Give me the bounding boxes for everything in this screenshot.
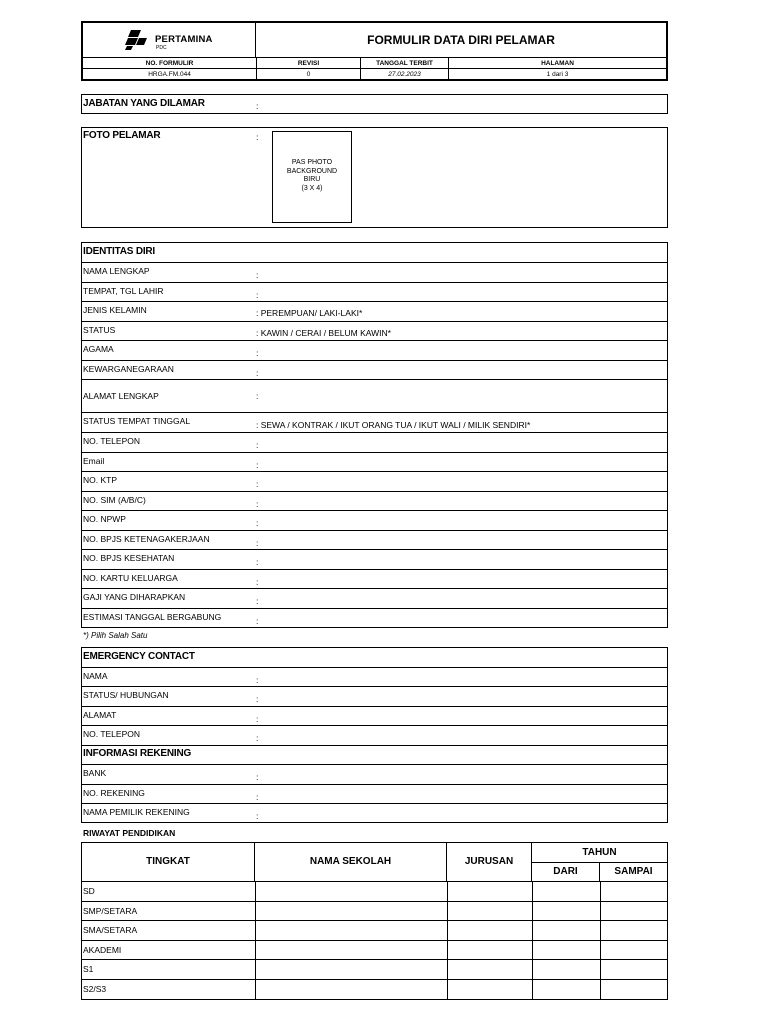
col-sampai: SAMPAI — [600, 863, 667, 882]
field-label: TEMPAT, TGL LAHIR — [83, 286, 164, 296]
field-value: : — [256, 714, 259, 724]
field-value: : — [256, 538, 259, 548]
field-value: : — [256, 348, 259, 358]
emergency-heading: EMERGENCY CONTACT — [83, 651, 195, 662]
rekening-row-no[interactable] — [82, 785, 667, 804]
identitas-row-bpjs-kes[interactable] — [82, 550, 667, 570]
header-val-halaman: 1 dari 3 — [448, 69, 666, 80]
photo-line: BIRU — [303, 176, 321, 183]
field-label: NO. BPJS KESEHATAN — [83, 553, 175, 563]
identitas-row-kewarganegaraan[interactable] — [82, 361, 667, 380]
identitas-row-estimasi[interactable] — [82, 609, 667, 628]
pendidikan-table — [81, 842, 668, 1000]
header-col-halaman: HALAMAN — [448, 58, 666, 69]
level-label: S1 — [83, 964, 94, 974]
pendidikan-heading: RIWAYAT PENDIDIKAN — [83, 828, 176, 838]
field-value: : — [256, 499, 259, 509]
field-value: : — [256, 577, 259, 587]
jabatan-value: : — [256, 101, 259, 111]
pendidikan-row-akademi[interactable] — [82, 941, 667, 960]
form-header — [81, 21, 668, 81]
emergency-row-nama[interactable] — [82, 668, 667, 687]
field-label: NO. TELEPON — [83, 729, 140, 739]
header-val-revisi: 0 — [256, 69, 360, 80]
pertamina-logo-icon — [125, 30, 149, 50]
field-value: : — [256, 792, 259, 802]
emergency-row-hubungan[interactable] — [82, 687, 667, 707]
col-jurusan: JURUSAN — [447, 843, 532, 882]
identitas-row-bpjs-tk[interactable] — [82, 531, 667, 550]
field-value: : — [256, 518, 259, 528]
level-label: AKADEMI — [83, 945, 122, 955]
field-label: Email — [83, 456, 105, 466]
identitas-row-npwp[interactable] — [82, 511, 667, 531]
form-title: FORMULIR DATA DIRI PELAMAR — [367, 33, 555, 47]
pendidikan-row-s2s3[interactable] — [82, 980, 667, 999]
field-value: : — [256, 479, 259, 489]
field-value: : — [256, 772, 259, 782]
field-label: GAJI YANG DIHARAPKAN — [83, 592, 186, 602]
header-col-revisi: REVISI — [256, 58, 360, 69]
photo-line: (3 X 4) — [301, 184, 323, 192]
field-value: : — [256, 290, 259, 300]
foto-label: FOTO PELAMAR — [83, 130, 161, 141]
level-label: SMP/SETARA — [83, 906, 138, 916]
header-col-no-formulir: NO. FORMULIR — [145, 60, 194, 67]
logo-subtext: PDC — [156, 45, 167, 51]
jabatan-row[interactable] — [81, 94, 668, 114]
field-value: : — [256, 675, 259, 685]
photo-line: PAS PHOTO — [291, 159, 333, 166]
identitas-row-alamat[interactable] — [82, 380, 667, 413]
emergency-row-alamat[interactable] — [82, 707, 667, 726]
identitas-row-gaji[interactable] — [82, 589, 667, 609]
field-label: NO. BPJS KETENAGAKERJAAN — [83, 534, 210, 544]
col-nama-sekolah: NAMA SEKOLAH — [255, 843, 447, 882]
table-divider — [255, 882, 256, 999]
field-label: ALAMAT LENGKAP — [83, 391, 159, 401]
table-divider — [447, 882, 448, 999]
header-values-row — [83, 68, 666, 79]
emergency-heading-row — [82, 648, 667, 668]
identitas-heading: IDENTITAS DIRI — [83, 246, 156, 257]
field-label: NAMA LENGKAP — [83, 266, 150, 276]
identitas-row-jenis-kelamin[interactable] — [82, 302, 667, 322]
field-label: NO. REKENING — [83, 788, 145, 798]
header-val-no-formulir: HRGA.FM.044 — [148, 71, 191, 78]
identitas-row-status-tempat-tinggal[interactable] — [82, 413, 667, 433]
field-label: NAMA PEMILIK REKENING — [83, 807, 190, 817]
field-label: NO. SIM (A/B/C) — [83, 495, 146, 505]
field-value: : — [256, 557, 259, 567]
field-value: : — [256, 811, 259, 821]
pendidikan-row-smp[interactable] — [82, 902, 667, 921]
field-value: : — [256, 596, 259, 606]
jabatan-label: JABATAN YANG DILAMAR — [83, 98, 205, 109]
field-label: STATUS/ HUBUNGAN — [83, 690, 169, 700]
logo-text: PERTAMINA — [155, 34, 213, 45]
pendidikan-row-sd[interactable] — [82, 882, 667, 902]
identitas-row-status[interactable] — [82, 322, 667, 341]
field-value: : — [256, 733, 259, 743]
field-label: AGAMA — [83, 344, 114, 354]
level-label: SD — [83, 886, 95, 896]
foto-value: : — [256, 132, 259, 142]
contact-rekening-section — [81, 647, 668, 823]
header-col-tanggal-terbit: TANGGAL TERBIT — [360, 58, 448, 69]
level-label: S2/S3 — [83, 984, 107, 994]
field-label: JENIS KELAMIN — [83, 305, 147, 315]
identitas-row-kk[interactable] — [82, 570, 667, 589]
rekening-row-pemilik[interactable] — [82, 804, 667, 823]
field-value: : — [256, 270, 259, 280]
identitas-row-email[interactable] — [82, 453, 667, 472]
field-label: STATUS — [83, 325, 116, 335]
field-value: : — [256, 460, 259, 470]
rekening-heading-row — [82, 746, 667, 765]
identitas-row-ktp[interactable] — [82, 472, 667, 492]
field-value: : — [256, 616, 259, 626]
pendidikan-row-sma[interactable] — [82, 921, 667, 941]
col-tingkat: TINGKAT — [82, 843, 255, 882]
rekening-heading: INFORMASI REKENING — [83, 748, 192, 759]
field-value: : — [256, 368, 259, 378]
field-label: NO. KTP — [83, 475, 118, 485]
field-value: : — [256, 391, 259, 401]
field-label: KEWARGANEGARAAN — [83, 364, 174, 374]
pendidikan-row-s1[interactable] — [82, 960, 667, 980]
level-label: SMA/SETARA — [83, 925, 138, 935]
identitas-row-telepon[interactable] — [82, 433, 667, 453]
logo-cell — [83, 23, 256, 57]
field-value: : SEWA / KONTRAK / IKUT ORANG TUA / IKUT WALI / MILIK SENDIRI* — [256, 420, 531, 430]
field-value: : KAWIN / CERAI / BELUM KAWIN* — [256, 328, 391, 338]
field-label: STATUS TEMPAT TINGGAL — [83, 416, 191, 426]
field-label: NAMA — [83, 671, 108, 681]
identitas-row-nama[interactable] — [82, 263, 667, 283]
foto-section — [81, 127, 668, 228]
field-value: : — [256, 440, 259, 450]
photo-line: BACKGROUND — [286, 167, 338, 175]
col-tahun: TAHUN — [532, 843, 667, 863]
pilih-note: *) Pilih Salah Satu — [83, 631, 148, 640]
identitas-row-sim[interactable] — [82, 492, 667, 511]
photo-placeholder[interactable] — [272, 131, 352, 223]
identitas-heading-row — [82, 243, 667, 263]
col-dari: DARI — [532, 863, 600, 882]
field-label: ALAMAT — [83, 710, 117, 720]
table-divider — [600, 882, 601, 999]
field-label: NO. NPWP — [83, 514, 126, 524]
field-label: ESTIMASI TANGGAL BERGABUNG — [83, 612, 222, 622]
field-value: : PEREMPUAN/ LAKI-LAKI* — [256, 308, 363, 318]
emergency-row-telepon[interactable] — [82, 726, 667, 746]
field-value: : — [256, 694, 259, 704]
field-label: BANK — [83, 768, 107, 778]
header-val-tanggal-terbit: 27.02.2023 — [360, 69, 448, 80]
header-columns-row — [83, 57, 666, 68]
identitas-section — [81, 242, 668, 628]
identitas-row-agama[interactable] — [82, 341, 667, 361]
table-divider — [532, 882, 533, 999]
field-label: NO. KARTU KELUARGA — [83, 573, 178, 583]
rekening-row-bank[interactable] — [82, 765, 667, 785]
identitas-row-ttl[interactable] — [82, 283, 667, 302]
field-label: NO. TELEPON — [83, 436, 140, 446]
